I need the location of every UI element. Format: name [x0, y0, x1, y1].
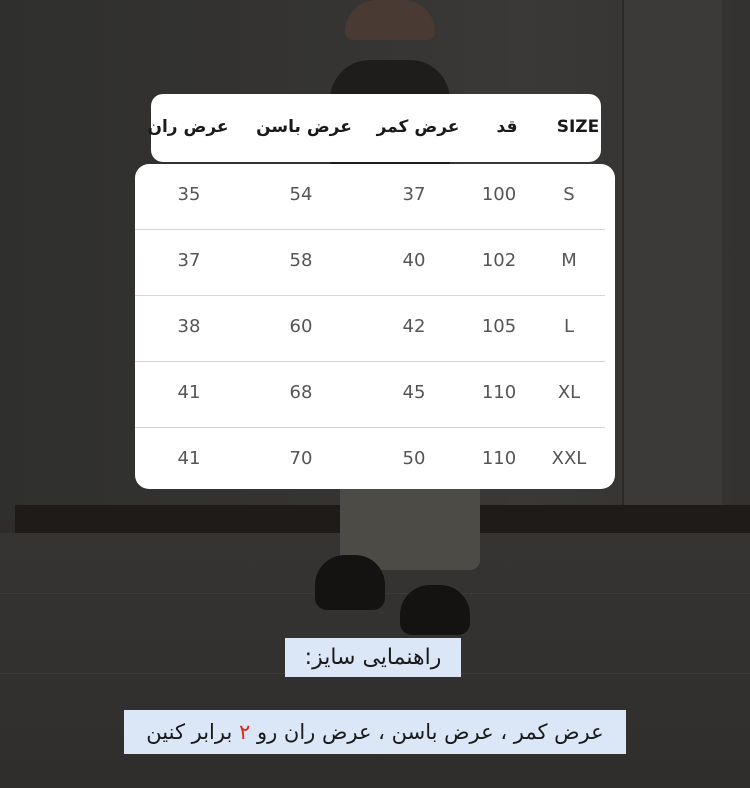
- cell-thigh: 41: [177, 382, 201, 403]
- wall-panel: [622, 0, 722, 545]
- model-shoe-left: [315, 555, 385, 610]
- model-shoe-right: [400, 585, 470, 635]
- cell-height: 110: [481, 448, 517, 469]
- size-table-header: [147, 94, 601, 162]
- header-hip: عرض باسن: [256, 117, 352, 137]
- cell-size: M: [561, 250, 577, 271]
- note-multiplier: ۲: [239, 720, 251, 744]
- header-height: قد: [496, 117, 518, 137]
- size-guide-title: راهنمایی سایز:: [285, 638, 461, 677]
- cell-thigh: 41: [177, 448, 201, 469]
- model-hat: [345, 0, 435, 40]
- cell-waist: 40: [402, 250, 426, 271]
- cell-thigh: 35: [177, 184, 201, 205]
- cell-height: 100: [481, 184, 517, 205]
- table-row: [135, 164, 615, 230]
- table-row: [135, 230, 615, 296]
- cell-thigh: 38: [177, 316, 201, 337]
- cell-size: L: [563, 316, 575, 337]
- cell-hip: 70: [289, 448, 313, 469]
- cell-size: S: [563, 184, 575, 205]
- header-thigh: عرض ران: [147, 117, 229, 137]
- cell-waist: 37: [402, 184, 426, 205]
- cell-hip: 58: [289, 250, 313, 271]
- size-table-body: [135, 164, 615, 489]
- note-text-start: عرض کمر ، عرض باسن ، عرض ران رو: [250, 720, 604, 744]
- note-text-end: برابر کنین: [146, 720, 240, 744]
- cell-hip: 60: [289, 316, 313, 337]
- cell-size: XXL: [551, 448, 587, 469]
- size-guide-note: [124, 710, 626, 754]
- cell-hip: 68: [289, 382, 313, 403]
- cell-waist: 42: [402, 316, 426, 337]
- cell-thigh: 37: [177, 250, 201, 271]
- table-row: [135, 428, 615, 494]
- cell-hip: 54: [289, 184, 313, 205]
- cell-waist: 45: [402, 382, 426, 403]
- cell-height: 110: [481, 382, 517, 403]
- cell-height: 105: [481, 316, 517, 337]
- header-waist: عرض کمر: [376, 117, 460, 137]
- header-size: SIZE: [556, 117, 600, 137]
- cell-size: XL: [557, 382, 581, 403]
- cell-waist: 50: [402, 448, 426, 469]
- table-row: [135, 362, 615, 428]
- cell-height: 102: [481, 250, 517, 271]
- table-row: [135, 296, 615, 362]
